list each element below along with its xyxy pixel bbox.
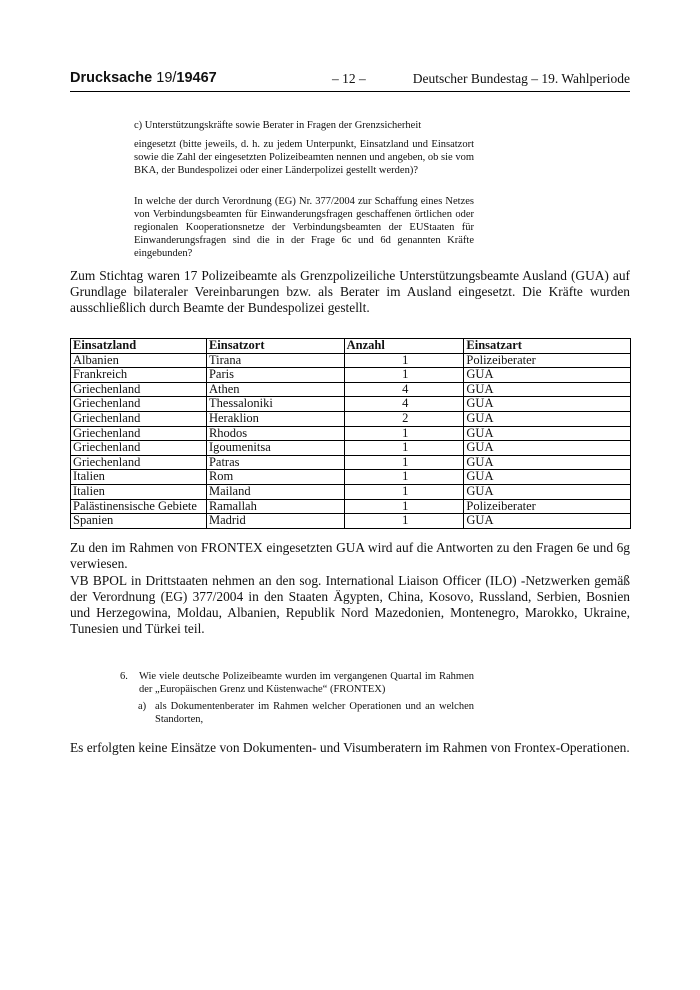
table-row bbox=[71, 368, 631, 383]
cell-type: GUA bbox=[464, 441, 631, 456]
cell-location: Thessaloniki bbox=[206, 397, 344, 412]
cell-country: Griechenland bbox=[71, 411, 207, 426]
cell-count: 1 bbox=[344, 499, 464, 514]
cell-location: Patras bbox=[206, 455, 344, 470]
cell-count: 4 bbox=[344, 397, 464, 412]
deployment-table bbox=[70, 338, 631, 529]
cell-country: Italien bbox=[71, 470, 207, 485]
table-header-row bbox=[71, 339, 631, 354]
table-row bbox=[71, 514, 631, 529]
cell-location: Madrid bbox=[206, 514, 344, 529]
cell-country: Albanien bbox=[71, 353, 207, 368]
cell-location: Paris bbox=[206, 368, 344, 383]
cell-type: GUA bbox=[464, 470, 631, 485]
table-row bbox=[71, 499, 631, 514]
cell-count: 1 bbox=[344, 455, 464, 470]
question-paragraph-1: eingesetzt (bitte jeweils, d. h. zu jedem Unterpunkt, Einsatzland und Einsatzort sowie die Zahl der eingesetzten Polizeibeamten nennen und angeben, ob sie vom BKA, der Bundespolizei oder einer Länderpolizei gestellt werden)? bbox=[134, 139, 474, 176]
cell-location: Rom bbox=[206, 470, 344, 485]
cell-type: GUA bbox=[464, 514, 631, 529]
answer-paragraph-4: Es erfolgten keine Einsätze von Dokumenten- und Visumberatern im Rahmen von Frontex-Operationen. bbox=[70, 740, 630, 755]
cell-country: Palästinensische Gebiete bbox=[71, 499, 207, 514]
cell-type: GUA bbox=[464, 411, 631, 426]
cell-count: 1 bbox=[344, 426, 464, 441]
cell-type: Polizeiberater bbox=[464, 353, 631, 368]
table-row bbox=[71, 397, 631, 412]
cell-country: Frankreich bbox=[71, 368, 207, 383]
cell-type: GUA bbox=[464, 368, 631, 383]
cell-count: 1 bbox=[344, 353, 464, 368]
table-body bbox=[71, 353, 631, 528]
cell-country: Italien bbox=[71, 484, 207, 499]
cell-type: GUA bbox=[464, 382, 631, 397]
cell-location: Heraklion bbox=[206, 411, 344, 426]
cell-country: Griechenland bbox=[71, 455, 207, 470]
cell-location: Ramallah bbox=[206, 499, 344, 514]
cell-count: 1 bbox=[344, 441, 464, 456]
answer-paragraph-3: VB BPOL in Drittstaaten nehmen an den sog. International Liaison Officer (ILO) -Netzwerken gemäß der Verordnung (EG) 377/2004 in den Staaten Ägypten, China, Kosovo, Russland, Serbien, Bosnien und Herzegowina, Moldau, Albanien, Republik Nord Mazedonien, Montenegro, Marokko, Ukraine, Tunesien und Türkei teil. bbox=[70, 573, 630, 636]
cell-country: Griechenland bbox=[71, 441, 207, 456]
cell-location: Mailand bbox=[206, 484, 344, 499]
item-text: als Dokumentenberater im Rahmen welcher Operationen und an welchen Standorten, bbox=[155, 701, 474, 725]
header-rule bbox=[70, 91, 630, 92]
cell-count: 1 bbox=[344, 470, 464, 485]
cell-count: 1 bbox=[344, 484, 464, 499]
question-number: 6. bbox=[120, 671, 128, 682]
cell-country: Griechenland bbox=[71, 382, 207, 397]
cell-location: Igoumenitsa bbox=[206, 441, 344, 456]
question-item-c: c) Unterstützungskräfte sowie Berater in Fragen der Grenzsicherheit bbox=[134, 120, 422, 131]
question-text: Wie viele deutsche Polizeibeamte wurden im vergangenen Quartal im Rahmen der „Europäischen Grenz und Küstenwache“ (FRONTEX) bbox=[139, 671, 474, 695]
cell-type: GUA bbox=[464, 426, 631, 441]
cell-count: 1 bbox=[344, 368, 464, 383]
cell-type: GUA bbox=[464, 397, 631, 412]
cell-type: Polizeiberater bbox=[464, 499, 631, 514]
table-row bbox=[71, 411, 631, 426]
table-row bbox=[71, 353, 631, 368]
cell-country: Griechenland bbox=[71, 426, 207, 441]
page-header bbox=[70, 70, 630, 90]
answer-paragraph-2: Zu den im Rahmen von FRONTEX eingesetzten GUA wird auf die Antworten zu den Fragen 6e und 6g verwiesen. bbox=[70, 540, 630, 571]
header-cell: Einsatzort bbox=[206, 339, 344, 354]
item-label: a) bbox=[138, 701, 147, 712]
cell-type: GUA bbox=[464, 484, 631, 499]
cell-location: Rhodos bbox=[206, 426, 344, 441]
question-paragraph-2: In welche der durch Verordnung (EG) Nr. 377/2004 zur Schaffung eines Netzes von Verbindungsbeamten für Einwanderungsfragen geschaffenen örtlichen oder regionalen Kooperationsnetze der Verbindungsbeamten der EUStaaten für Einwanderungsfragen sind die in der Frage 6c und 6d genannten Kräfte eingebunden? bbox=[134, 196, 474, 259]
table-row bbox=[71, 426, 631, 441]
publisher-label: Deutscher Bundestag – 19. Wahlperiode bbox=[412, 71, 630, 86]
cell-count: 4 bbox=[344, 382, 464, 397]
table-row bbox=[71, 484, 631, 499]
cell-location: Athen bbox=[206, 382, 344, 397]
header-cell: Einsatzland bbox=[71, 339, 207, 354]
cell-count: 2 bbox=[344, 411, 464, 426]
answer-paragraph-1: Zum Stichtag waren 17 Polizeibeamte als Grenzpolizeiliche Unterstützungsbeamte Ausland (GUA) auf Grundlage bilateraler Vereinbarungen bzw. als Berater im Ausland eingesetzt. Die Kräfte wurden ausschließlich durch Beamte der Bundespolizei gestellt. bbox=[70, 268, 630, 315]
table-row bbox=[71, 455, 631, 470]
header-cell: Anzahl bbox=[344, 339, 464, 354]
cell-count: 1 bbox=[344, 514, 464, 529]
cell-location: Tirana bbox=[206, 353, 344, 368]
page-number: – 12 – bbox=[332, 71, 366, 86]
table-row bbox=[71, 470, 631, 485]
document-number: Drucksache 19/19467 bbox=[70, 70, 217, 86]
header-cell: Einsatzart bbox=[464, 339, 631, 354]
table-row bbox=[71, 441, 631, 456]
cell-country: Griechenland bbox=[71, 397, 207, 412]
table-row bbox=[71, 382, 631, 397]
cell-country: Spanien bbox=[71, 514, 207, 529]
cell-type: GUA bbox=[464, 455, 631, 470]
